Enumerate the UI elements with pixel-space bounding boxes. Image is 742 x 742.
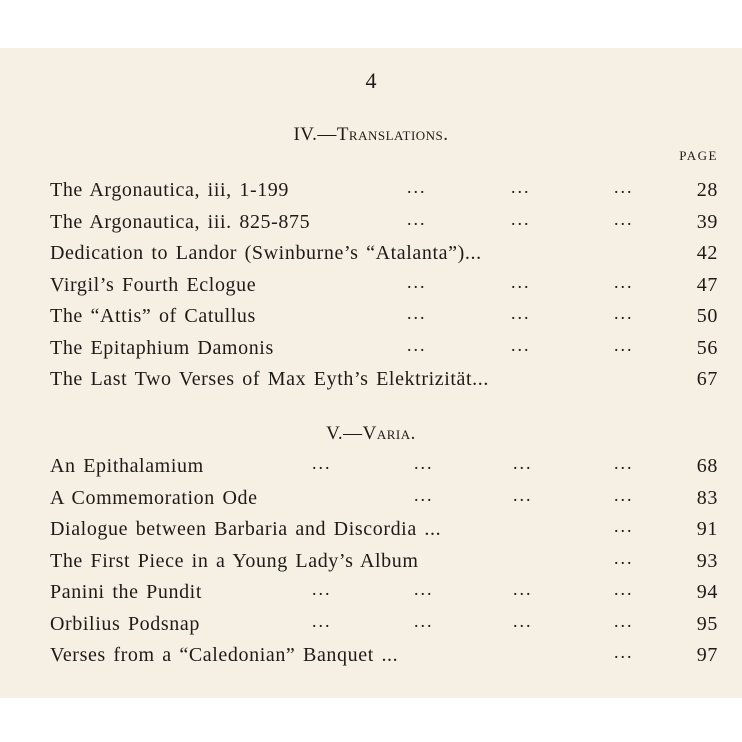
dot-leader: ... [407,271,427,292]
dot-leader: ... [407,208,427,229]
dot-leader: ... [614,208,634,229]
entry-title: The Last Two Verses of Max Eyth’s Elektrizität... [50,368,489,390]
dot-leader: ... [511,271,531,292]
dot-leader: ... [614,610,634,631]
dot-leader: ... [513,453,533,473]
dot-leader: ... [407,334,427,355]
entry-title: The Argonautica, iii. 825-875 [50,210,311,233]
entry-title: Verses from a “Caledonian” Banquet ... [50,644,399,666]
dot-leader: ... [614,484,634,505]
dot-leader: ... [614,334,634,355]
entry-title: The Argonautica, iii, 1-199 [50,179,290,201]
entry-page-number: 95 [696,612,718,635]
toc-entry [50,301,718,333]
toc-entry [50,609,718,641]
dot-leader: ... [614,579,634,599]
section-heading-translations [0,124,742,146]
entry-page-number: 68 [696,455,718,477]
entry-title: The First Piece in a Young Lady’s Album [50,549,419,572]
entry-page-number: 47 [696,273,718,296]
section-numeral: V.— [326,423,363,444]
entry-page-number: 50 [696,305,718,327]
entry-page-number: 94 [696,581,718,603]
entry-title: Dedication to Landor (Swinburne’s “Atalanta”)... [50,242,482,264]
entry-title: Dialogue between Barbaria and Discordia ... [50,518,442,540]
dot-leader: ... [312,610,332,631]
entry-title: Virgil’s Fourth Eclogue [50,273,257,296]
dot-leader: ... [407,177,427,197]
dot-leader: ... [513,484,533,505]
dot-leader: ... [614,303,634,323]
section-numeral: IV.— [293,124,337,145]
toc-entry [50,175,718,207]
dot-leader: ... [414,579,434,599]
section-title: Translations. [336,124,449,145]
dot-leader: ... [511,303,531,323]
toc-entry [50,514,718,546]
entry-title: A Commemoration Ode [50,486,258,509]
dot-leader: ... [614,516,634,536]
page-number: 4 [365,68,377,93]
toc-entry [50,546,718,578]
dot-leader: ... [511,208,531,229]
toc-entry [50,364,718,396]
page-column-label: PAGE [679,148,718,163]
entry-title: An Epithalamium [50,455,204,477]
entry-page-number: 28 [696,179,718,201]
toc-entry [50,207,718,239]
toc-entry [50,270,718,302]
dot-leader: ... [614,642,634,662]
dot-leader: ... [511,334,531,355]
toc-entry [50,238,718,270]
entry-page-number: 67 [696,368,718,390]
toc-entry [50,577,718,609]
dot-leader: ... [614,453,634,473]
dot-leader: ... [414,484,434,505]
dot-leader: ... [414,453,434,473]
dot-leader: ... [407,303,427,323]
entry-page-number: 97 [696,644,718,666]
entry-page-number: 93 [696,549,718,572]
dot-leader: ... [511,177,531,197]
entry-title: Panini the Pundit [50,581,202,603]
dot-leader: ... [312,579,332,599]
entry-page-number: 39 [696,210,718,233]
entry-page-number: 56 [696,336,718,359]
entry-title: The “Attis” of Catullus [50,305,256,327]
entry-title: Orbilius Podsnap [50,612,200,635]
toc-entry [50,483,718,515]
dot-leader: ... [312,453,332,473]
entry-page-number: 42 [696,242,718,264]
toc-entry [50,451,718,483]
book-page [0,48,742,698]
translations-list [50,175,718,396]
toc-entry [50,640,718,672]
toc-entry [50,333,718,365]
dot-leader: ... [614,547,634,568]
entry-page-number: 91 [696,518,718,540]
dot-leader: ... [513,579,533,599]
dot-leader: ... [513,610,533,631]
section-title: Varia. [362,423,416,444]
entry-title: The Epitaphium Damonis [50,336,274,359]
varia-list [50,451,718,672]
dot-leader: ... [614,271,634,292]
dot-leader: ... [614,177,634,197]
section-heading-varia [0,423,742,445]
entry-page-number: 83 [696,486,718,509]
dot-leader: ... [414,610,434,631]
